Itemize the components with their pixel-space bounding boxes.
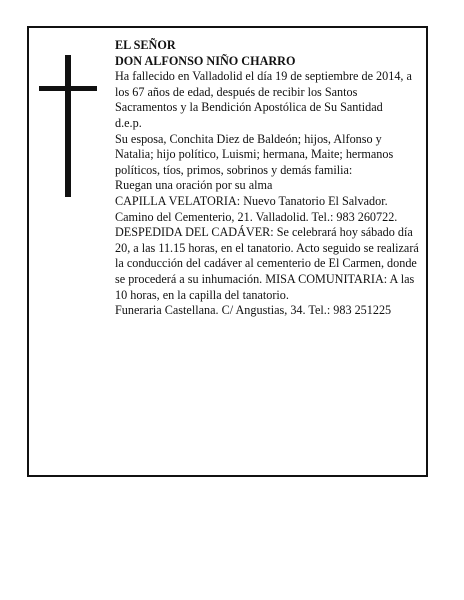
cross-icon: [39, 55, 97, 197]
obituary-notice: [27, 26, 428, 477]
notice-heading-title: EL SEÑOR: [115, 38, 176, 52]
family-members: Su esposa, Conchita Diez de Baldeón; hijos, Alfonso y Natalia; hijo político, Luismi; hermana, Maite; hermanos políticos, tíos, primos, sobrinos y demás familia:: [115, 131, 394, 177]
notice-text: [115, 38, 420, 319]
cross-horizontal-bar: [39, 86, 97, 91]
prayer-request: Ruegan una oración por su alma: [115, 178, 273, 193]
funeral-home-info: Funeraria Castellana. C/ Angustias, 34. Tel.: 983 251225: [115, 303, 392, 318]
deceased-name: DON ALFONSO NIÑO CHARRO: [115, 53, 296, 68]
death-announcement: Ha fallecido en Valladolid el día 19 de septiembre de 2014, a los 67 años de edad, después de recibir los Santos Sacramentos y la Bendición Apostólica de Su Santidad: [115, 69, 412, 115]
cross-vertical-bar: [65, 55, 71, 197]
chapel-info: CAPILLA VELATORIA: Nuevo Tanatorio El Salvador. Camino del Cementerio, 21. Valladolid. Tel.: 983 260722.: [115, 193, 398, 224]
farewell-info: DESPEDIDA DEL CADÁVER: Se celebrará hoy sábado día 20, a las 11.15 horas, en el tanatorio. Acto seguido se realizará la conducción del cadáver al cementerio de El Carmen, donde se procederá a su inhumación. MISA COMUNITARIA: A las 10 horas, en la capilla del tanatorio.: [115, 225, 419, 302]
rest-in-peace: d.e.p.: [115, 115, 142, 130]
